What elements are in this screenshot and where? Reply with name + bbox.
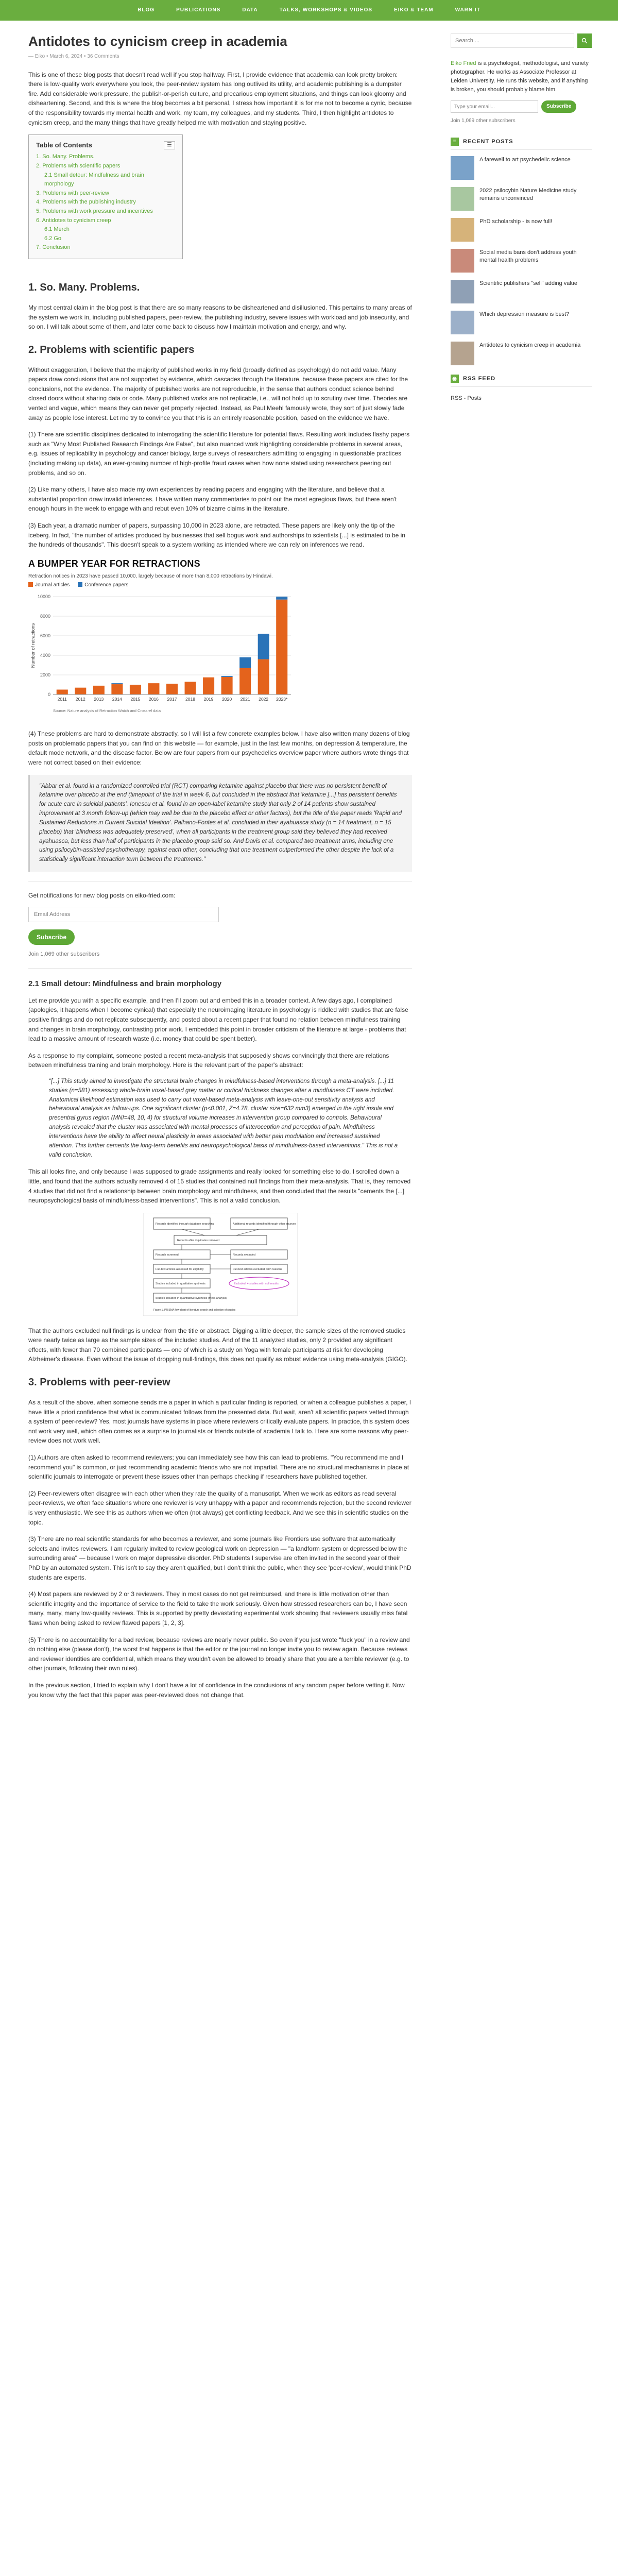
bar-journal-articles bbox=[166, 684, 178, 694]
subscribe-form bbox=[28, 891, 412, 959]
paragraph: Let me provide you with a specific example, and then I'll zoom out and embed this in a broader context. A few days ago, I complained (apologies, it happens when I become cynical) that especially the neuroimaging literature in psychology is riddled with studies that are false positive findings and do not replicate subsequently, and posted about a recent paper that found no relation between mindfulness training and changes in brain morphology, contrasting prior work. I embedded this point in broader criticism of the literature at large - problems that lead to a massive amount of research waste (i.e. money that could be spent better). bbox=[28, 996, 408, 1043]
list-icon: ≡ bbox=[451, 138, 459, 146]
paragraph: (2) Like many others, I have also made my own experiences by reading papers and engaging with the literature, and believe that a substantial proportion draw invalid inferences. I have written many commentaries to point out the most egregious flaws, but there aren't enough hours in the week to engage with and rebut even 10% of bizarre claims in the literature. bbox=[28, 486, 397, 513]
recent-posts-heading: ≡ RECENT POSTS bbox=[451, 138, 592, 150]
paragraph: (1) There are scientific disciplines dedicated to interrogating the scientific literature for potential flaws. Resulting work includes flashy papers such as "Why Most Published Research Findings Are False", but also nuanced work highlighting considerable problems in several areas, e.g. issues of replicability in psychology and cancer biology, large surveys of researchers admitting to engaging in questionable practices (including making up data), an ever-growing number of high-profile fraud cases when how none stated using researchers peering out problems, and so on. bbox=[28, 431, 410, 477]
x-tick-label: 2019 bbox=[203, 696, 214, 702]
legend-item: Journal articles bbox=[28, 581, 70, 589]
post-meta: — Eiko • March 6, 2024 • 36 Comments bbox=[28, 54, 119, 60]
x-tick-label: 2018 bbox=[185, 696, 195, 702]
bar-journal-articles bbox=[239, 668, 251, 694]
toc-link[interactable]: 3. Problems with peer-review bbox=[36, 190, 109, 196]
x-tick-label: 2013 bbox=[94, 696, 104, 702]
flow-box-text: Records excluded bbox=[232, 1253, 255, 1257]
x-tick-label: 2017 bbox=[167, 696, 177, 702]
chart-plot bbox=[28, 591, 296, 715]
nav-data[interactable]: DATA bbox=[242, 7, 258, 13]
toc-toggle-icon[interactable]: ☰ bbox=[164, 141, 175, 149]
rss-icon: ◉ bbox=[451, 375, 459, 383]
paragraph: (3) There are no real scientific standards for who becomes a reviewer, and some journals like Frontiers use software that automatically selects and invites reviewers. I am regularly invited to review geological work on depression — "a landform system or depressed below the surrounding area" — because I work on major depressive disorder. PhD students I supervise are often invited in the second year of their PhD by an automated system. This isn't to say they aren't qualified, but I don't think the public, when they see 'peer-review', would think PhD students are experts. bbox=[28, 1535, 411, 1581]
article bbox=[28, 33, 412, 2576]
flow-box-text: Studies included in qualitative synthesis bbox=[155, 1282, 205, 1285]
flow-box-text: Additional records identified through other sources bbox=[232, 1222, 296, 1226]
x-tick-label: 2020 bbox=[222, 696, 232, 702]
x-tick-label: 2015 bbox=[130, 696, 141, 702]
bar-journal-articles bbox=[111, 684, 123, 694]
paragraph: As a response to my complaint, someone posted a recent meta-analysis that supposedly shows convincingly that there are relations between mindfulness training and brain morphology. Here is the relevant part of the paper's abstract: bbox=[28, 1052, 389, 1069]
x-tick-label: 2011 bbox=[57, 696, 67, 702]
x-tick-label: 2022 bbox=[259, 696, 269, 702]
email-field[interactable] bbox=[28, 907, 219, 922]
recent-post-item[interactable] bbox=[451, 249, 592, 273]
sidebar-subscriber-count: Join 1,069 other subscribers bbox=[451, 118, 516, 124]
bar-journal-articles bbox=[185, 682, 196, 694]
recent-post-link[interactable]: PhD scholarship - is now full! bbox=[479, 218, 553, 225]
search-input[interactable] bbox=[451, 33, 574, 48]
chart-legend bbox=[28, 581, 412, 589]
toc-link[interactable]: 6. Antidotes to cynicism creep bbox=[36, 217, 111, 224]
nav-publications[interactable]: PUBLICATIONS bbox=[176, 7, 221, 13]
toc-link[interactable]: 4. Problems with the publishing industry bbox=[36, 199, 136, 206]
recent-post-item[interactable] bbox=[451, 342, 592, 365]
flow-box-text: Records after duplicates removed bbox=[177, 1239, 219, 1242]
subscriber-count: Join 1,069 other subscribers bbox=[28, 951, 100, 957]
paragraph: This all looks fine, and only because I was supposed to grade assignments and really looked for something else to do, I scrolled down a little, and found that the authors actually removed 4 of 15 studies that contained null findings from their meta-analysis. That is, they removed 4 studies that did not find a relationship between brain morphology and mindfulness, and then concluded that the results "cements the [...] neuropsychological basis of mindfulness-based interventions". This is not a valid conclusion. bbox=[28, 1168, 411, 1205]
bar-journal-articles bbox=[148, 683, 159, 694]
recent-post-item[interactable] bbox=[451, 311, 592, 334]
bar-journal-articles bbox=[203, 677, 214, 694]
bar-journal-articles bbox=[276, 599, 287, 694]
recent-posts-list bbox=[451, 156, 592, 365]
recent-post-link[interactable]: Which depression measure is best? bbox=[479, 311, 570, 317]
bar-journal-articles bbox=[130, 685, 141, 694]
recent-post-link[interactable]: A farewell to art psychedelic science bbox=[479, 156, 571, 163]
recent-post-link[interactable]: Social media bans don't address youth mental health problems bbox=[479, 249, 577, 264]
recent-post-item[interactable] bbox=[451, 156, 592, 180]
subscribe-lead: Get notifications for new blog posts on eiko-fried.com: bbox=[28, 891, 176, 899]
post-thumbnail[interactable] bbox=[451, 187, 474, 211]
paragraph: (4) These problems are hard to demonstrate abstractly, so I will list a few concrete examples below. I have also written many dozens of blog posts on problematic papers that you can find on this website — for example, just in the last few months, on depression & temperature, the default mode network, and the disease factor. Below are four papers from our psychedelics overview paper where authors wrote things that were not correct based on their evidence: bbox=[28, 730, 410, 767]
y-tick-label: 2000 bbox=[40, 672, 50, 677]
abstract-quote: "[...] This study aimed to investigate the structural brain changes in mindfulness-based interventions through a meta-analysis. [...] 11 studies (n=581) assessing whole-brain voxel-based grey matter or cortical thickness changes after a mindfulness CT were included. Anatomical likelihood estimation was used to carry out voxel-based meta-analysis with leave-one-out sensitivity analysis and behavioural analysis as follow-ups. One significant cluster (p<0.001, Z=4.78, cluster size=632 mm3) emerged in the right insula and precentral gyrus region (MNI=48, 10, 4) for structural volume increases in intervention group compared to controls. Behavioural analysis revealed that the cluster was associated with mental processes of interoception and perception of pain. Mindfulness interventions have the ability to affect neural plasticity in areas associated with better pain modulation and increased sustained attention. This further cements the long-term benefits and neuropsychological basis of mindfulness-based interventions." This is not a valid conclusion. bbox=[49, 1078, 398, 1158]
section-heading: 3. Problems with peer-review bbox=[28, 1377, 170, 1388]
top-navigation bbox=[0, 0, 618, 21]
search-form bbox=[451, 33, 592, 48]
bar-conference-papers bbox=[111, 683, 123, 684]
legend-item: Conference papers bbox=[78, 581, 128, 589]
bar-journal-articles bbox=[75, 687, 86, 694]
recent-post-item[interactable] bbox=[451, 218, 592, 242]
toc-title: Table of Contents bbox=[36, 141, 92, 149]
paragraph: In the previous section, I tried to explain why I don't have a lot of confidence in the conclusions of any random paper before vetting it. Now you know why the fact that this paper was peer-reviewed does not change that. bbox=[28, 1681, 405, 1699]
recent-post-item[interactable] bbox=[451, 280, 592, 303]
x-tick-label: 2012 bbox=[75, 696, 85, 702]
intro-paragraph: This is one of these blog posts that doesn't read well if you stop halfway. First, I provide evidence that academia can look pretty broken: there is low-quality work everywhere you look, the peer-review system has long outlived its utility, and academic publishing is a dumpster fire. Add considerable work pressure, the publish-or-perish culture, and precarious employment situations, and things can look gloomy and disheartening. Second, and this is where the blog becomes a bit personal, I stress how important it is for me not to become a cynic, because of the responsibility towards my mental health and work, my team, my colleagues, and my students. Third, I then highlight antidotes to cynicism creep, and the many things that have greatly helped me with motivation and staying positive. bbox=[28, 71, 412, 126]
chart-subtitle: Retraction notices in 2023 have passed 10,000, largely because of more than 8,000 retractions by Hindawi. bbox=[28, 573, 273, 579]
recent-post-item[interactable] bbox=[451, 187, 592, 211]
post-thumbnail[interactable] bbox=[451, 280, 474, 303]
toc-link[interactable]: 5. Problems with work pressure and incentives bbox=[36, 208, 153, 214]
bar-journal-articles bbox=[57, 689, 68, 694]
post-thumbnail[interactable] bbox=[451, 342, 474, 365]
bar-conference-papers bbox=[276, 597, 287, 600]
paragraph: (4) Most papers are reviewed by 2 or 3 reviewers. They in most cases do not get reimbursed, and there is little motivation other than scientific integrity and the importance of service to the field to take the work seriously. Given how stressed researchers can be, I have seen many, many, many low-quality reviews. This is supported by pretty devastating experimental work showing that reviewers usually miss fatal flaws when being asked to review flawed papers [1, 2, 3]. bbox=[28, 1590, 408, 1626]
flow-box-text: Records screened bbox=[155, 1253, 179, 1257]
bar-conference-papers bbox=[239, 657, 251, 668]
rss-link[interactable]: RSS - Posts bbox=[451, 395, 482, 401]
flow-box-text: Excluded: 4 studies with null results bbox=[233, 1282, 279, 1285]
post-thumbnail[interactable] bbox=[451, 218, 474, 242]
x-tick-label: 2016 bbox=[149, 696, 159, 702]
y-axis-label: Number of retractions bbox=[30, 623, 36, 668]
y-tick-label: 0 bbox=[47, 691, 50, 697]
bar-journal-articles bbox=[93, 686, 105, 694]
paragraph: (5) There is no accountability for a bad review, because reviews are nearly never public. So even if you just wrote "fuck you" in a review and do nothing else (please don't), the worst that happens is that the editor or the journal no longer invite you to review again. Because reviews and reviewer identities are confidential, which means they wouldn't even be allowed to broadly share that you are a terrible reviewer (e.g. to other journals, following their own rules). bbox=[28, 1636, 410, 1672]
bar-conference-papers bbox=[258, 634, 269, 659]
bio-text: is a psychologist, methodologist, and variety photographer. He works as Associate Professor at Leiden University. He runs this website, and if anything is broken, you should probably blame him. bbox=[451, 60, 589, 93]
flow-box-text: Records identified through database searching bbox=[155, 1222, 214, 1226]
subsection-heading: 2.1 Small detour: Mindfulness and brain morphology bbox=[28, 979, 222, 988]
flow-box-text: Studies included in quantitative synthesis (meta-analysis) bbox=[155, 1296, 227, 1300]
flow-box-text: Full-text articles assessed for eligibility bbox=[155, 1267, 204, 1271]
divider bbox=[28, 881, 412, 882]
x-tick-label: 2021 bbox=[240, 696, 250, 702]
recent-post-link[interactable]: 2022 psilocybin Nature Medicine study remains unconvinced bbox=[479, 187, 577, 202]
section-heading: 2. Problems with scientific papers bbox=[28, 344, 195, 355]
chart-source: Source: Nature analysis of Retraction Watch and Crossref data bbox=[53, 708, 161, 713]
toc-link[interactable]: 2.1 Small detour: Mindfulness and brain morphology bbox=[44, 172, 144, 188]
y-tick-label: 10000 bbox=[37, 594, 50, 599]
prisma-flowchart bbox=[143, 1213, 298, 1316]
sidebar-subscribe bbox=[451, 100, 592, 113]
rss-heading: ◉ RSS FEED bbox=[451, 375, 592, 387]
recent-post-link[interactable]: Antidotes to cynicism creep in academia bbox=[479, 342, 581, 348]
x-tick-label: 2023* bbox=[276, 696, 288, 702]
search-icon bbox=[581, 38, 588, 44]
paragraph: (1) Authors are often asked to recommend reviewers; you can immediately see how this can lead to problems. "You recommend me and I recommend you" is common, or just recommending academic friends who are not impartial. There are no structural mechanisms in place at scientific journals to interrogate or prevent these issues other than perhaps checking if researchers have published together. bbox=[28, 1454, 409, 1481]
chart-title: A BUMPER YEAR FOR RETRACTIONS bbox=[28, 558, 200, 569]
section-heading: 1. So. Many. Problems. bbox=[28, 281, 140, 293]
x-tick-label: 2014 bbox=[112, 696, 122, 702]
recent-post-link[interactable]: Scientific publishers "sell" adding value bbox=[479, 280, 578, 286]
paragraph: My most central claim in the blog post is that there are so many reasons to be disheartened and disillusioned. This pertains to many areas of the system we work in, including published papers, peer-review, the publishing industry, severe issues with workload and job insecurity, and so on. I will talk about some of them, and later come back to discuss how I maintain motivation and energy, and why. bbox=[28, 303, 412, 331]
nav-blog[interactable]: BLOG bbox=[138, 7, 155, 13]
toc-link[interactable]: 1. So. Many. Problems. bbox=[36, 154, 95, 160]
flow-box-text: Full-text articles excluded, with reasons bbox=[232, 1267, 282, 1271]
post-thumbnail[interactable] bbox=[451, 311, 474, 334]
toc-link[interactable]: 6.1 Merch bbox=[44, 226, 70, 233]
paragraph: That the authors excluded null findings is unclear from the title or abstract. Digging a little deeper, the sample sizes of the removed studies were nearly twice as large as the sample sizes of the included studies. And of the 11 analyzed studies, only 2 provided any significant effects, with fewer than 70 combined participants — one of which is a study on Yoga with female participants at risk for developing Alzheimer's disease. Even without the issue of dropping null-findings, this does not qualify as robust evidence using meta-analysis (GIGO). bbox=[28, 1327, 408, 1363]
bar-journal-articles bbox=[221, 676, 233, 694]
paragraph: As a result of the above, when someone sends me a paper in which a particular finding is reported, or when a colleague publishes a paper, I have little a priori confidence that what is communicated follows from the presented data. But wait, aren't all scientific papers vetted through a system of peer-review? Yes, most journals have systems in place where reviewers critically evaluate papers. In practice, this system does not work very well, which often comes as a surprise to journalists or friends outside of academia I talk to. Here are some reasons why peer-review does not work well. bbox=[28, 1399, 411, 1445]
author-bio bbox=[451, 59, 592, 94]
toc-link[interactable]: 2. Problems with scientific papers bbox=[36, 162, 121, 169]
sidebar-email-field[interactable] bbox=[451, 100, 538, 113]
post-thumbnail[interactable] bbox=[451, 156, 474, 180]
table-of-contents bbox=[28, 134, 183, 259]
quote-block: "Abbar et al. found in a randomized controlled trial (RCT) comparing ketamine against placebo that there was no persistent benefit of ketamine over placebo at the end (timepoint of the trial in week 6, but concluded in the abstract that 'ketamine [...] has persistent benefits for acute care in suicidal patients'. Ionescu et al. found in an open-label ketamine study that only 2 of 14 patients show sustained improvement at 3 month follow-up (which may well be due to the placebo effect or other factors), but the title of the paper reads 'Rapid and Sustained Reductions in Current Suicidal Ideation'. Palhano-Fontes et al. concluded in their ayahuasca study (n = 14 treatment, n = 15 placebo) that 'blindness was adequately preserved', when all participants in the treatment group said they believed they had received ayahuasca, but less than half of participants in the placebo group said so. And Davis et al. compared two treatment arms, including one using psilocybin-assisted psychotherapy, against each other, concluding that one treatment outperformed the other despite the lack of a statistically significant interaction term between the treatments." bbox=[28, 775, 412, 872]
nav-team[interactable]: EIKO & TEAM bbox=[394, 7, 434, 13]
subscribe-button[interactable]: Subscribe bbox=[28, 929, 75, 945]
nav-talks[interactable]: TALKS, WORKSHOPS & VIDEOS bbox=[279, 7, 373, 13]
y-tick-label: 6000 bbox=[40, 633, 50, 638]
y-tick-label: 4000 bbox=[40, 652, 50, 658]
paragraph: (2) Peer-reviewers often disagree with each other when they rate the quality of a manuscript. When we work as editors as read several peer-reviews, we often face situations where one reviewer is very unhappy with a paper and recommends rejection, but the second reviewer is very enthusiastic. We see this as authors when we often (not always) get conflicting feedback. And we see this in scientific studies on the topic. bbox=[28, 1489, 411, 1526]
post-title: Antidotes to cynicism creep in academia bbox=[28, 33, 287, 49]
figure-caption: Figure 1. PRISMA flow chart of literature search and selection of studies bbox=[153, 1308, 235, 1312]
post-thumbnail[interactable] bbox=[451, 249, 474, 273]
toc-link[interactable]: 6.2 Go bbox=[44, 235, 62, 242]
divider bbox=[28, 968, 412, 969]
author-link[interactable]: Eiko Fried bbox=[451, 60, 476, 66]
nav-warn-it[interactable]: WARN IT bbox=[455, 7, 480, 13]
y-tick-label: 8000 bbox=[40, 613, 50, 619]
search-button[interactable] bbox=[577, 33, 592, 48]
paragraph: (3) Each year, a dramatic number of papers, surpassing 10,000 in 2023 alone, are retracted. These papers are likely only the tip of the iceberg. In fact, "the number of articles produced by businesses that sell bogus work and authorships to scientists [...] is estimated to be in the hundreds of thousands". This doesn't speak to a system working as intended where we can rely on inferences we read. bbox=[28, 522, 405, 549]
sidebar-subscribe-button[interactable]: Subscribe bbox=[541, 100, 576, 113]
toc-link[interactable]: 7. Conclusion bbox=[36, 244, 71, 251]
sidebar bbox=[451, 33, 592, 403]
paragraph: Without exaggeration, I believe that the majority of published works in my field (broadly defined as psychology) do not add value. Many papers draw conclusions that are not supported by evidence, which cascades through the literature, because these papers are cited for the conclusions, not the evidence. The majority of published works are not reproducible, in the sense that authors conduct science behind closed doors without sharing data or code. Many published works are not replicable, i.e., will not hold up to scrutiny over time. Theories are vented and vague, which means they can never get properly rejected. Instead, as Paul Meehl famously wrote, they sort of just slowly fade away as people lose interest. Let me try to convince you that this is an entirely reasonable position, based on the evidence we have. bbox=[28, 366, 408, 421]
bar-journal-articles bbox=[258, 659, 269, 694]
bar-conference-papers bbox=[221, 676, 233, 677]
retractions-chart bbox=[28, 557, 412, 718]
